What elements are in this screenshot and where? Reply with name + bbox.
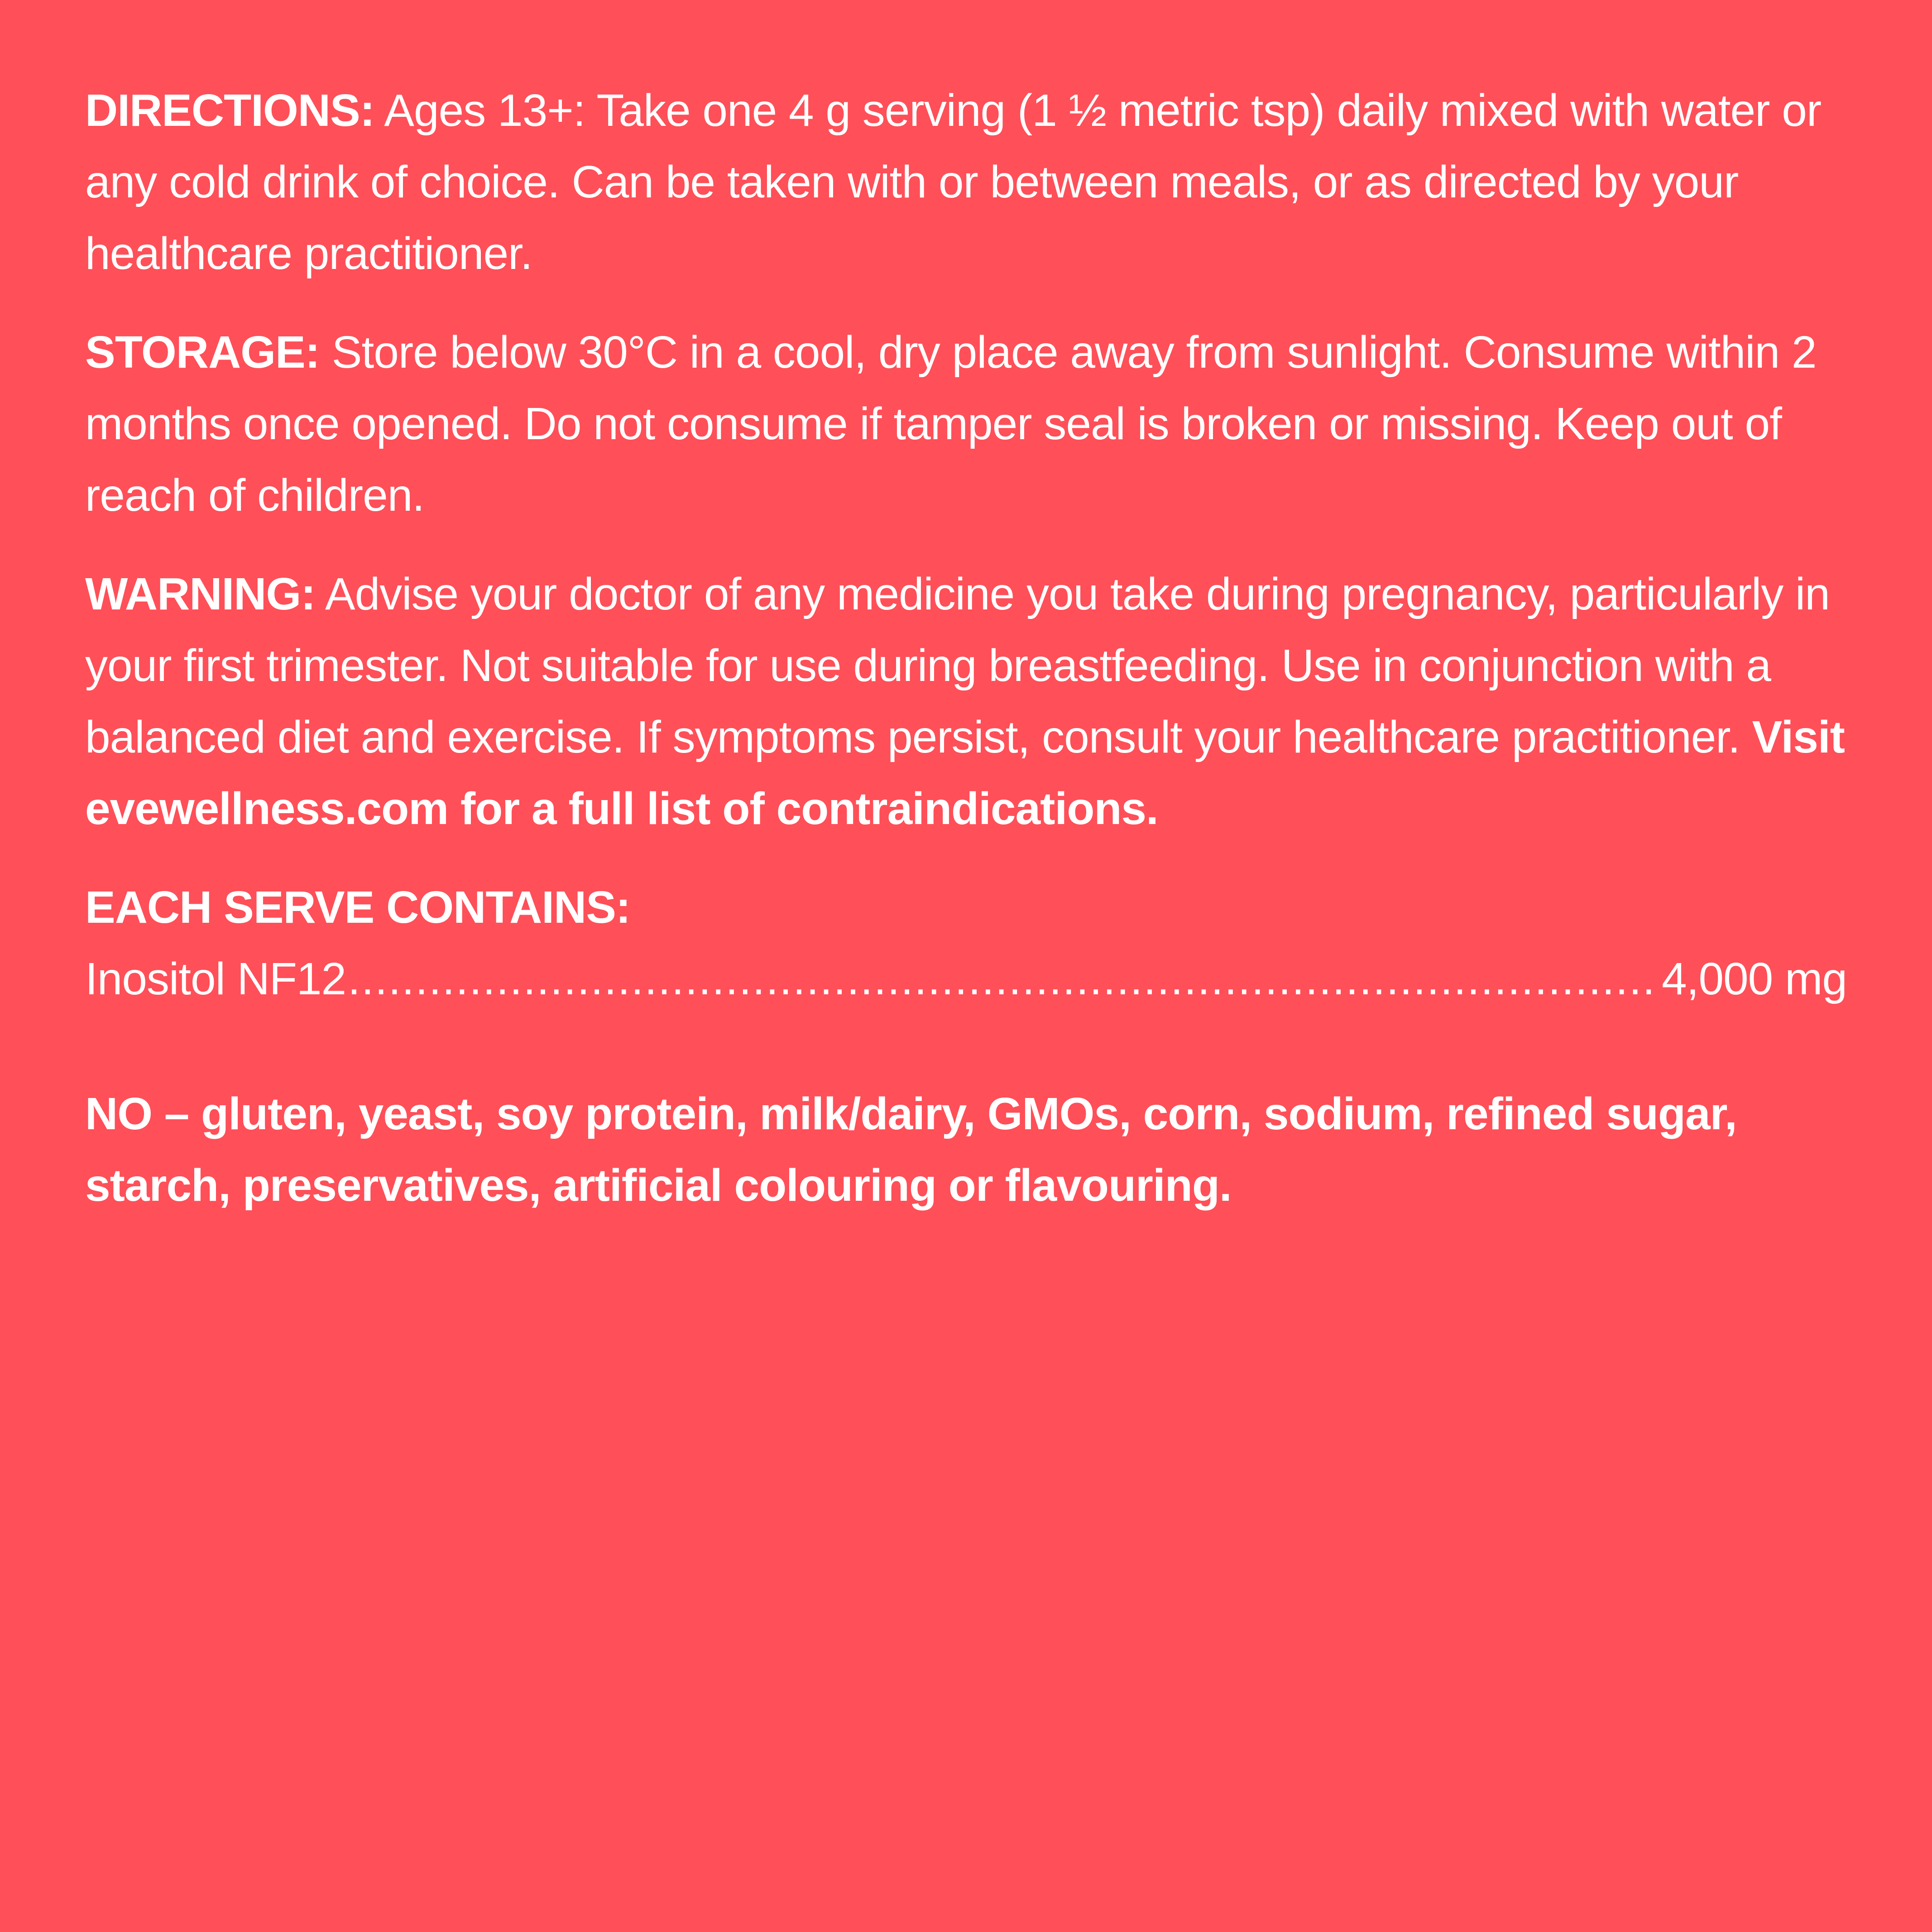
warning-text: Advise your doctor of any medicine you take during pregnancy, particularly in your first trimester. Not suitable for use during breastfeeding. Use in conjunction with a balanced diet and exercise. If symptoms persist, consult your healthcare practitioner.	[85, 569, 1830, 762]
storage-heading: STORAGE:	[85, 327, 320, 378]
warning-heading: WARNING:	[85, 569, 316, 619]
storage-section	[85, 316, 1847, 531]
dot-leader	[348, 943, 1654, 1015]
directions-text: Ages 13+: Take one 4 g serving (1 ½ metric tsp) daily mixed with water or any cold drink of choice. Can be taken with or between meals, or as directed by your healthcare practitioner.	[85, 85, 1822, 279]
ingredient-name: Inositol NF12	[85, 954, 346, 1004]
free-from-statement: NO – gluten, yeast, soy protein, milk/dairy, GMOs, corn, sodium, refined sugar, starch, preservatives, artificial colouring or flavouring.	[85, 1088, 1737, 1211]
storage-text: Store below 30°C in a cool, dry place away from sunlight. Consume within 2 months once opened. Do not consume if tamper seal is broken or missing. Keep out of reach of children.	[85, 327, 1817, 521]
each-serve-heading: EACH SERVE CONTAINS:	[85, 882, 631, 933]
directions-heading: DIRECTIONS:	[85, 85, 374, 136]
contraindications-link-text: Visit evewellness.com for a full list of contraindications.	[85, 712, 1845, 834]
directions-section	[85, 75, 1847, 289]
ingredient-amount: 4,000 mg	[1662, 954, 1847, 1004]
warning-section	[85, 558, 1847, 844]
ingredient-row	[85, 943, 1847, 1015]
